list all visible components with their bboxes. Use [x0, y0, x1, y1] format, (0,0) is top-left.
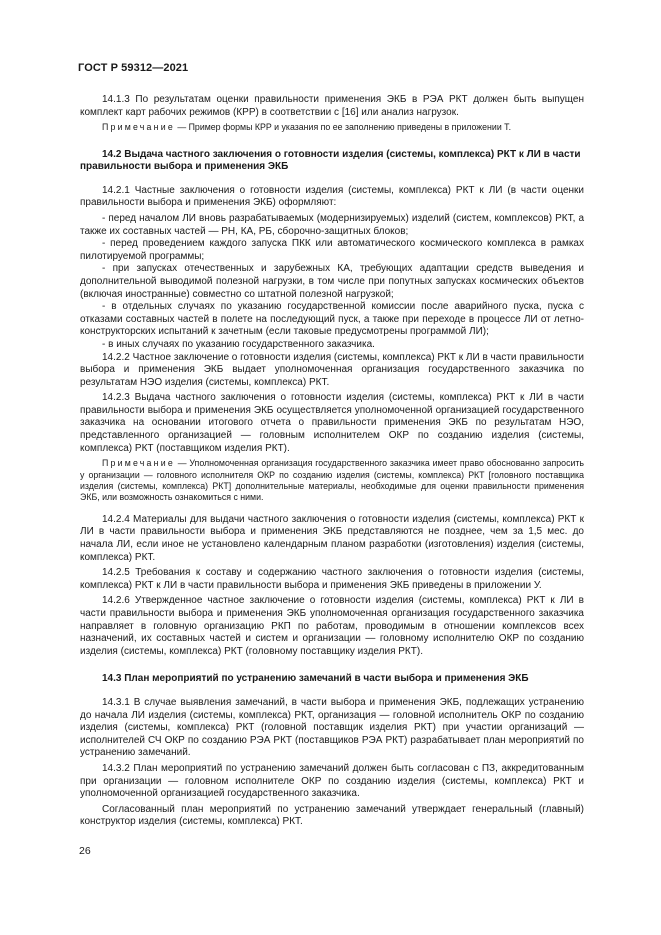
paragraph-14-2-3: 14.2.3 Выдача частного заключения о готовности изделия (системы, комплекса) РКТ к ЛИ в части правильности выбора и применения ЭКБ осуществляется уполномоченной организацией государственного заказчика на основании итогового отчета о правильности применения ЭКБ по результатам НЭО, представленного организацией — головным исполнителем ОКР по созданию изделия (системы, комплекса) РКТ (поставщиком изделия РКТ).: [80, 392, 584, 454]
list-item: - в иных случаях по указанию государственного заказчика.: [102, 338, 375, 350]
paragraph-14-2-5: 14.2.5 Требования к составу и содержанию частного заключения о готовности изделия (системы, комплекса) РКТ к ЛИ в части правильности выбора и применения ЭКБ приведены в приложении У.: [80, 567, 584, 591]
section-heading-14-3: 14.3 План мероприятий по устранению замечаний в части выбора и применения ЭКБ: [102, 673, 529, 685]
paragraph-approved-plan: Согласованный план мероприятий по устранению замечаний утверждает генеральный (главный) конструктор изделия (системы, комплекса) РКТ.: [80, 803, 584, 828]
paragraph-14-2-1: 14.2.1 Частные заключения о готовности изделия (системы, комплекса) РКТ к ЛИ (в части оценки правильности выбора и применения ЭКБ) оформляют:: [80, 184, 584, 209]
note-label: Примечание: [102, 458, 175, 469]
list-item: - перед проведением каждого запуска ПКК или автоматического космического комплекса в рамках пилотируемой программы;: [80, 238, 584, 262]
list-item: - при запусках отечественных и зарубежных КА, требующих адаптации средств выведения и дополнительной выводимой полезной нагрузки, в том числе при попутных запусках космических объектов (включая иностранные) совместно со штатной полезной нагрузкой;: [80, 263, 584, 300]
paragraph-14-2-2: 14.2.2 Частное заключение о готовности изделия (системы, комплекса) РКТ к ЛИ в части правильности выбора и применения ЭКБ выдает уполномоченная организация государственного заказчика по результатам НЭО изделия (системы, комплекса) РКТ.: [80, 351, 584, 388]
note-authorized-org: [80, 458, 584, 504]
note-text: — Пример формы КРР и указания по ее заполнению приведены в приложении Т.: [174, 122, 512, 133]
note-text: — Уполномоченная организация государственного заказчика имеет право обоснованно запросить у организации — головного исполнителя ОКР по созданию изделия (системы, комплекса) РКТ [головного поставщика изделия (системы, комплекса) РКТ] дополнительные материалы, необходимые для оценки правильности применения ЭКБ, или возможность ознакомиться с ними.: [80, 458, 584, 503]
paragraph-14-3-2: 14.3.2 План мероприятий по устранению замечаний должен быть согласован с ПЗ, аккредитованным при организации — головном исполнителе ОКР по созданию изделия (системы, комплекса) РКТ и уполномоченной организацией государственного заказчика.: [80, 762, 584, 800]
note-label: Примечание: [102, 122, 175, 133]
list-item: - в отдельных случаях по указанию государственной комиссии после аварийного пуска, пуска с отказами составных частей в полете на последующий пуск, а также при переходе в процессе ЛИ от летно-конструкторских испытаний к зачетным (если таковые предусмотрены программой ЛИ);: [80, 301, 584, 338]
page-number: 26: [79, 845, 91, 857]
paragraph-14-2-4: 14.2.4 Материалы для выдачи частного заключения о готовности изделия (системы, комплекса) РКТ к ЛИ в части правильности выбора и применения ЭКБ представляются не позднее, чем за 1,5 мес. до начала ЛИ, если иное не установлено календарным планом разработки (изготовления) изделия (системы, комплекса) РКТ.: [80, 513, 584, 563]
section-heading-14-2: 14.2 Выдача частного заключения о готовности изделия (системы, комплекса) РКТ к ЛИ в части правильности выбора и применения ЭКБ: [80, 148, 581, 173]
list-item: - перед началом ЛИ вновь разрабатываемых (модернизируемых) изделий (систем, комплексов) РКТ, а также их составных частей — РН, КА, РБ, сборочно-защитных блоков;: [80, 212, 584, 237]
document-body: [80, 94, 584, 832]
note-krr: [80, 122, 584, 133]
standard-header: ГОСТ Р 59312—2021: [78, 62, 189, 74]
paragraph-14-1-3: 14.1.3 По результатам оценки правильности применения ЭКБ в РЭА РКТ должен быть выпущен комплект карт рабочих режимов (КРР) в соответствии с [16] или анализ нагрузок.: [80, 94, 584, 118]
paragraph-14-3-1: 14.3.1 В случае выявления замечаний, в части выбора и применения ЭКБ, подлежащих устранению до начала ЛИ изделия (системы, комплекса) РКТ, организация — головной исполнитель ОКР по созданию изделия (системы, комплекса) РКТ (головной поставщик изделия РКТ) при участии организаций — исполнителей СЧ ОКР по созданию РЭА РКТ (поставщиков РЭА РКТ) разрабатывает план мероприятий по устранению замечаний.: [80, 697, 584, 759]
conditions-list: [80, 213, 584, 352]
paragraph-14-2-6: 14.2.6 Утвержденное частное заключение о готовности изделия (системы, комплекса) РКТ к ЛИ в части правильности выбора и применения ЭКБ уполномоченная организация государственного заказчика направляет в головную организацию РКП по работам, проводимым в отношении комплексов всех назначений, их составных частей и систем и организации — головному исполнителю ОКР по созданию изделия (системы, комплекса) РКТ (головному поставщику изделия РКТ).: [80, 595, 584, 657]
